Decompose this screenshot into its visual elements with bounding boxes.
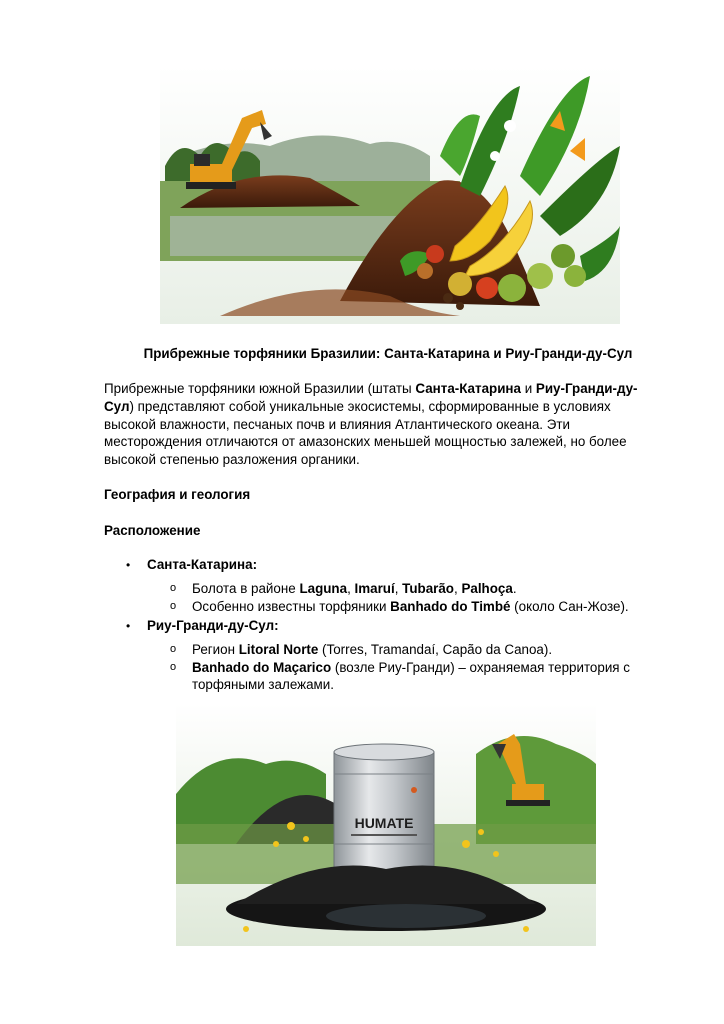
locations-list <box>104 556 684 694</box>
place-banhado-timbe: Banhado do Timbé <box>390 598 511 614</box>
sub-item-text: Болота в районе <box>192 581 300 596</box>
sub-item-text: . <box>512 581 517 596</box>
intro-bold-santa-catarina: Санта-Катарина <box>415 381 521 396</box>
list-item-rio-grande <box>104 617 684 635</box>
place-tubarao: Tubarão <box>402 581 454 596</box>
sub-item <box>104 580 684 598</box>
separator: , <box>347 581 355 596</box>
list-item-label: Санта-Катарина: <box>147 557 258 572</box>
separator: , <box>394 581 403 596</box>
intro-paragraph <box>104 380 664 469</box>
page-title: Прибрежные торфяники Бразилии: Санта-Катарина и Риу-Гранди-ду-Сул <box>143 346 633 361</box>
sub-bullet-icon: o <box>170 643 177 655</box>
place-laguna: Laguna <box>299 581 348 596</box>
peat-harvest-illustration <box>160 66 620 324</box>
sub-item <box>104 598 684 616</box>
separator: , <box>454 581 462 596</box>
heading-location: Расположение <box>104 523 201 538</box>
drum-label: HUMATE <box>354 815 414 831</box>
sub-item <box>104 641 684 659</box>
sub-bullet-icon: o <box>170 599 177 612</box>
place-imarui: Imaruí <box>354 581 395 596</box>
sub-item-text: Особенно известны торфяники <box>192 598 391 614</box>
sub-bullet-icon: o <box>170 582 177 594</box>
intro-text-3: ) представляют собой уникальные экосистемы, сформированные в условиях высокой влажности, песчаных почв и влияния Атлантического океана. Эти месторождения отличаются от амазонских меньшей мощностью залежей, но более высокой степенью разложения органики. <box>104 398 627 468</box>
intro-text-2: и <box>520 381 536 396</box>
place-banhado-macarico: Banhado do Maçarico <box>192 659 332 675</box>
sub-bullet-icon: o <box>170 660 177 673</box>
sub-item-text: торфяными залежами. <box>192 677 334 692</box>
bullet-icon: • <box>126 619 131 633</box>
intro-bold-rio-grande: Риу-Гранди-ду-Сул <box>104 381 638 414</box>
place-litoral-norte: Litoral Norte <box>238 642 319 657</box>
sub-item-text: (около Сан-Жозе). <box>510 598 629 614</box>
intro-text-1: Прибрежные торфяники южной Бразилии (штаты <box>104 381 416 396</box>
bullet-icon: • <box>126 558 131 572</box>
humate-drum <box>334 744 434 882</box>
sub-item-text: Регион <box>192 642 239 657</box>
list-item-santa-catarina <box>104 556 684 574</box>
sub-item-text: (Torres, Tramandaí, Capão da Canoa). <box>318 642 553 657</box>
sub-item <box>104 659 684 694</box>
sub-item-text: (возле Риу-Гранди) – охраняемая территория с <box>331 659 630 675</box>
humate-drum-illustration <box>176 704 596 946</box>
place-palhoca: Palhoça <box>461 581 513 596</box>
heading-geography: География и геология <box>104 487 251 502</box>
list-item-label: Риу-Гранди-ду-Сул: <box>147 618 279 633</box>
